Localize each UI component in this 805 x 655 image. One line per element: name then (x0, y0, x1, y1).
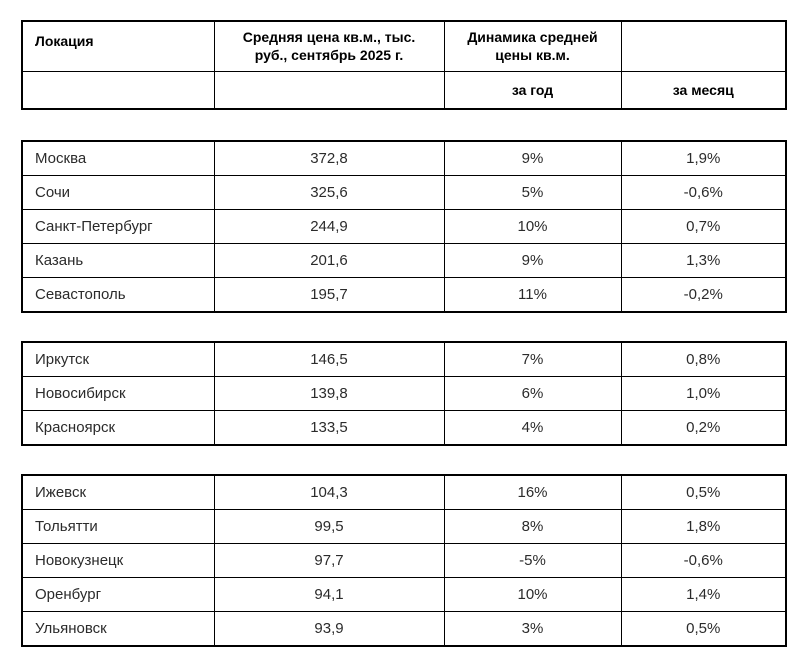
location-cell: Новосибирск (22, 377, 214, 411)
table-row (22, 342, 786, 377)
price-cell: 93,9 (214, 612, 444, 647)
price-cell: 97,7 (214, 544, 444, 578)
location-cell: Оренбург (22, 578, 214, 612)
table-row (22, 411, 786, 446)
location-cell: Москва (22, 141, 214, 176)
month-change-cell: 1,9% (621, 141, 786, 176)
header-sub-year: за год (444, 71, 621, 109)
year-change-cell: 10% (444, 578, 621, 612)
price-cell: 195,7 (214, 278, 444, 313)
year-change-cell: 5% (444, 176, 621, 210)
table-row (22, 176, 786, 210)
month-change-cell: 0,7% (621, 210, 786, 244)
year-change-cell: 16% (444, 475, 621, 510)
table-row (22, 510, 786, 544)
month-change-cell: 0,5% (621, 475, 786, 510)
month-change-cell: -0,6% (621, 176, 786, 210)
header-location: Локация (22, 21, 214, 71)
price-cell: 244,9 (214, 210, 444, 244)
price-cell: 133,5 (214, 411, 444, 446)
price-cell: 325,6 (214, 176, 444, 210)
header-table (21, 20, 787, 110)
city-group-3 (21, 474, 787, 647)
table-row (22, 578, 786, 612)
header-price: Средняя цена кв.м., тыс. руб., сентябрь 2025 г. (214, 21, 444, 71)
table-row (22, 544, 786, 578)
header-empty-cell (214, 71, 444, 109)
header-dynamics: Динамика средней цены кв.м. (444, 21, 621, 71)
month-change-cell: 0,2% (621, 411, 786, 446)
header-empty-cell (621, 21, 786, 71)
price-cell: 139,8 (214, 377, 444, 411)
month-change-cell: -0,2% (621, 278, 786, 313)
location-cell: Красноярск (22, 411, 214, 446)
price-cell: 104,3 (214, 475, 444, 510)
city-group-2 (21, 341, 787, 446)
month-change-cell: 1,0% (621, 377, 786, 411)
table-row (22, 612, 786, 647)
year-change-cell: 10% (444, 210, 621, 244)
location-cell: Новокузнецк (22, 544, 214, 578)
year-change-cell: 6% (444, 377, 621, 411)
location-cell: Ульяновск (22, 612, 214, 647)
price-cell: 372,8 (214, 141, 444, 176)
location-cell: Тольятти (22, 510, 214, 544)
header-sub-month: за месяц (621, 71, 786, 109)
price-cell: 99,5 (214, 510, 444, 544)
header-row-subtitles (22, 71, 786, 109)
table-row (22, 377, 786, 411)
month-change-cell: 0,8% (621, 342, 786, 377)
table-row (22, 278, 786, 313)
month-change-cell: 1,8% (621, 510, 786, 544)
header-row-titles (22, 21, 786, 71)
price-cell: 94,1 (214, 578, 444, 612)
city-group-1 (21, 140, 787, 313)
location-cell: Сочи (22, 176, 214, 210)
table-row (22, 244, 786, 278)
month-change-cell: 1,3% (621, 244, 786, 278)
table-row (22, 210, 786, 244)
location-cell: Санкт-Петербург (22, 210, 214, 244)
table-row (22, 475, 786, 510)
year-change-cell: 9% (444, 244, 621, 278)
year-change-cell: -5% (444, 544, 621, 578)
location-cell: Севастополь (22, 278, 214, 313)
year-change-cell: 7% (444, 342, 621, 377)
month-change-cell: 1,4% (621, 578, 786, 612)
header-empty-cell (22, 71, 214, 109)
year-change-cell: 4% (444, 411, 621, 446)
year-change-cell: 8% (444, 510, 621, 544)
price-cell: 201,6 (214, 244, 444, 278)
year-change-cell: 9% (444, 141, 621, 176)
month-change-cell: -0,6% (621, 544, 786, 578)
location-cell: Казань (22, 244, 214, 278)
price-cell: 146,5 (214, 342, 444, 377)
month-change-cell: 0,5% (621, 612, 786, 647)
location-cell: Иркутск (22, 342, 214, 377)
year-change-cell: 11% (444, 278, 621, 313)
year-change-cell: 3% (444, 612, 621, 647)
location-cell: Ижевск (22, 475, 214, 510)
table-row (22, 141, 786, 176)
